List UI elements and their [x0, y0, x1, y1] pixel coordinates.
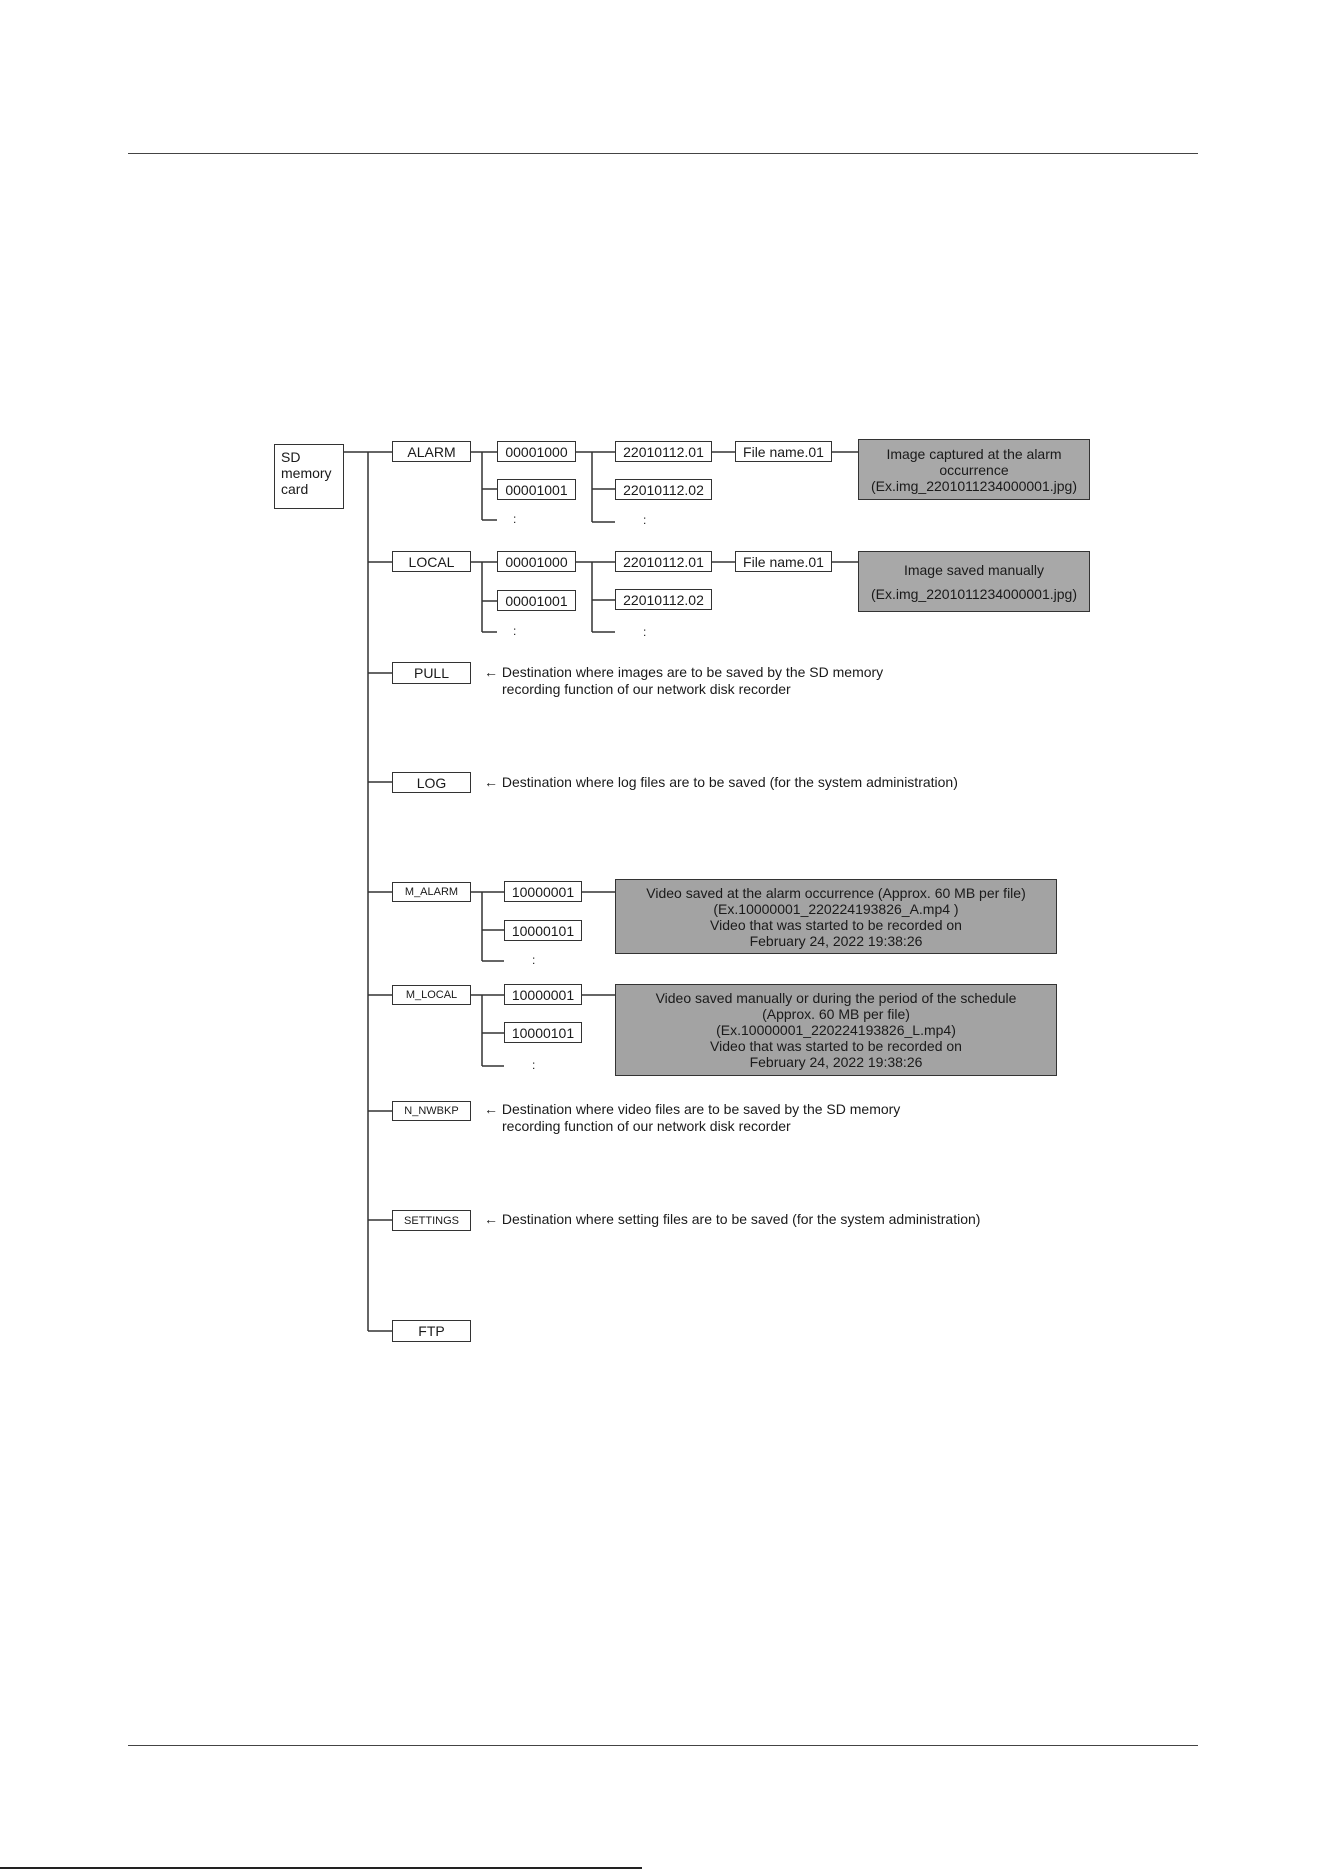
alarm-subfolder-1: 00001000 — [497, 441, 576, 462]
local-subfolder-2: 00001001 — [497, 590, 576, 611]
local-file-name: File name.01 — [735, 551, 832, 572]
m-alarm-subfolder-2: 10000101 — [504, 920, 582, 941]
alarm-file-name: File name.01 — [735, 441, 832, 462]
note-line: occurrence — [939, 461, 1009, 478]
folder-m-local: M_LOCAL — [392, 985, 471, 1005]
note-line: (Ex.img_2201011234000001.jpg) — [870, 585, 1077, 602]
root-label-line: SD — [281, 449, 301, 465]
local-image-note — [858, 551, 1090, 612]
alarm-subfolder-ellipsis: : — [513, 512, 517, 526]
m-local-ellipsis: : — [532, 1058, 536, 1072]
alarm-subfolder-2: 00001001 — [497, 479, 576, 500]
m-local-subfolder-1: 10000001 — [504, 984, 582, 1005]
note-line: (Ex.10000001_220224193826_L.mp4) — [716, 1022, 956, 1038]
note-line: February 24, 2022 19:38:26 — [749, 932, 923, 949]
alarm-image-note — [858, 439, 1090, 500]
root-label-line: memory — [281, 465, 332, 481]
folder-n-nwbkp: N_NWBKP — [392, 1101, 471, 1121]
m-alarm-video-note — [615, 879, 1057, 954]
note-line: Video saved manually or during the period of the schedule — [655, 990, 1017, 1006]
local-subfolder-1: 00001000 — [497, 551, 576, 572]
folder-settings: SETTINGS — [392, 1210, 471, 1231]
note-line: Video saved at the alarm occurrence (Approx. 60 MB per file) — [646, 884, 1026, 901]
root-label-line: card — [281, 481, 309, 497]
m-alarm-subfolder-1: 10000001 — [504, 881, 582, 902]
folder-alarm: ALARM — [392, 441, 471, 462]
alarm-date-ellipsis: : — [643, 513, 647, 527]
local-date-ellipsis: : — [643, 625, 647, 639]
local-subfolder-ellipsis: : — [513, 624, 517, 638]
desc-line: recording function of our network disk recorder — [502, 1118, 791, 1134]
note-line: Video that was started to be recorded on — [710, 916, 962, 933]
desc-line: ← Destination where log files are to be saved (for the system administration) — [484, 774, 958, 790]
note-line: Video that was started to be recorded on — [710, 1038, 962, 1054]
note-line: Image captured at the alarm — [886, 445, 1062, 462]
desc-line: ← Destination where video files are to be saved by the SD memory — [484, 1101, 901, 1117]
m-local-subfolder-2: 10000101 — [504, 1022, 582, 1043]
m-local-video-note — [615, 984, 1057, 1076]
folder-pull: PULL — [392, 662, 471, 684]
pull-description — [484, 664, 883, 698]
log-description — [484, 774, 958, 791]
desc-line: ← Destination where setting files are to be saved (for the system administration) — [484, 1211, 981, 1227]
folder-log: LOG — [392, 772, 471, 793]
n-nwbkp-description — [484, 1101, 900, 1135]
note-line: (Ex.img_2201011234000001.jpg) — [870, 477, 1077, 494]
note-line: February 24, 2022 19:38:26 — [749, 1054, 923, 1070]
desc-line: recording function of our network disk recorder — [502, 681, 791, 697]
local-date-folder-1: 22010112.01 — [615, 551, 712, 572]
folder-m-alarm: M_ALARM — [392, 882, 471, 902]
note-line: Image saved manually — [903, 561, 1045, 578]
note-line: (Ex.10000001_220224193826_A.mp4 ) — [713, 900, 959, 917]
local-date-folder-2: 22010112.02 — [615, 589, 712, 610]
m-alarm-ellipsis: : — [532, 953, 536, 967]
sd-memory-card-root — [274, 444, 344, 509]
folder-ftp: FTP — [392, 1320, 471, 1342]
desc-line: ← Destination where images are to be saved by the SD memory — [484, 664, 884, 680]
alarm-date-folder-1: 22010112.01 — [615, 441, 712, 462]
folder-local: LOCAL — [392, 551, 471, 572]
note-line: (Approx. 60 MB per file) — [762, 1006, 910, 1022]
settings-description — [484, 1211, 980, 1228]
alarm-date-folder-2: 22010112.02 — [615, 479, 712, 500]
